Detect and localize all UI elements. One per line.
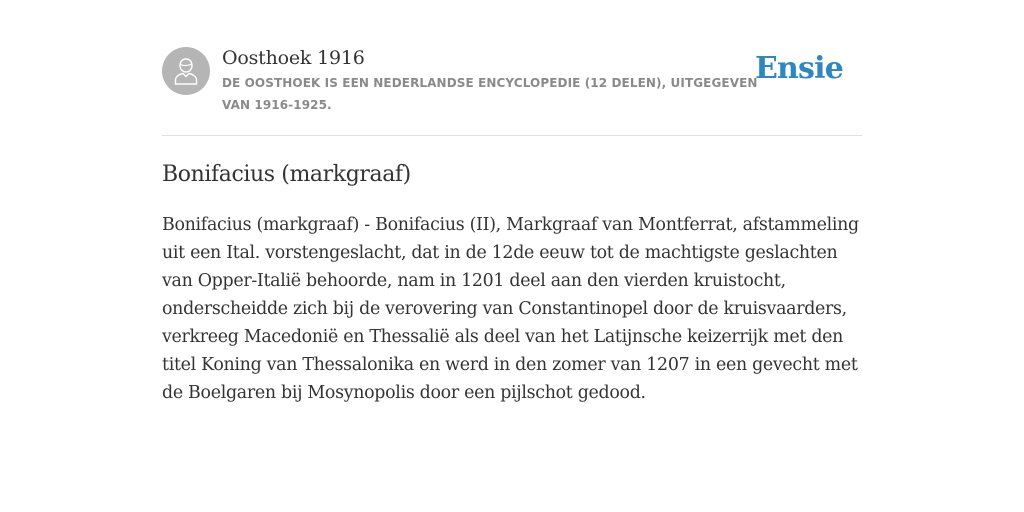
article-title: Bonifacius (markgraaf) — [162, 162, 411, 187]
source-header — [162, 46, 862, 136]
source-description: DE OOSTHOEK IS EEN NEDERLANDSE ENCYCLOPEDIE (12 DELEN), UITGEGEVEN VAN 1916-1925. — [222, 76, 758, 112]
article-body: Bonifacius (markgraaf) - Bonifacius (II), Markgraaf van Montferrat, afstammeling uit een Ital. vorstengeslacht, dat in de 12de eeuw tot de machtigste geslachten van Opper-Italië behoorde, nam in 1201 deel aan den vierden kruistocht, onderscheidde zich bij de verovering van Constantinopel door de kruisvaarders, verkreeg Macedonië en Thessalië als deel van het Latijnsche keizerrijk met den titel Koning van Thessalonika en werd in den zomer van 1207 in een gevecht met de Boelgaren bij Mosynopolis door een pijlschot gedood. — [162, 215, 859, 403]
source-info — [222, 46, 762, 116]
user-silhouette-icon — [174, 57, 198, 85]
source-avatar[interactable] — [162, 47, 210, 95]
article-card — [162, 46, 862, 407]
ensie-logo-link[interactable]: Ensie — [754, 51, 843, 86]
source-title[interactable]: Oosthoek 1916 — [222, 47, 365, 69]
